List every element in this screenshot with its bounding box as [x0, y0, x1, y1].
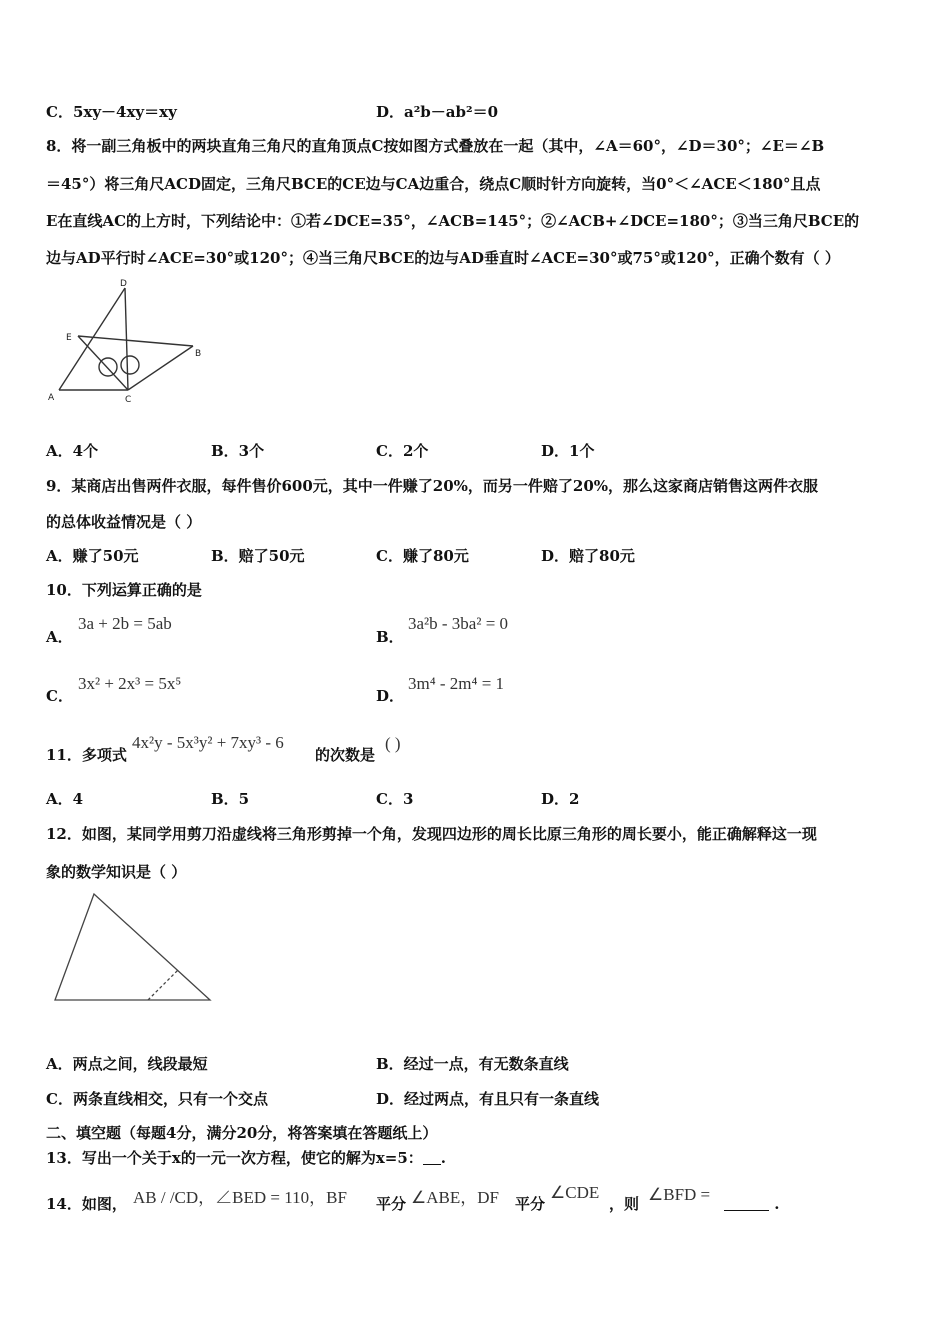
q10-label-c: C．: [46, 687, 73, 705]
q10-expr-a: 3a + 2b = 5ab: [78, 614, 172, 633]
q9-option-b: B．赔了50元: [211, 547, 305, 565]
label-D: D: [120, 279, 127, 289]
q14-condition-3: ∠CDE: [550, 1183, 600, 1202]
edge-EC: [78, 336, 128, 390]
q10-expr-d: 3m⁴ - 2m⁴ = 1: [408, 674, 505, 693]
q14-word-bisect-2: 平分: [515, 1195, 546, 1213]
q12-triangle-figure: [50, 888, 220, 1008]
q13: 13．写出一个关于x的一元一次方程，使它的解为x=5： .: [46, 1149, 447, 1167]
q12-option-b: B．经过一点，有无数条直线: [376, 1055, 569, 1073]
q8-stem-line4: 边与AD平行时∠ACE=30°或120°；④当三角尺BCE的边与AD垂直时∠ACE=30°或75°或120°，正确个数有（ ）: [46, 249, 840, 267]
q14-ask: ∠BFD =: [648, 1185, 711, 1204]
label-C: C: [125, 395, 132, 405]
q8-option-d: D．1个: [541, 442, 595, 460]
q12-option-d: D．经过两点，有且只有一条直线: [376, 1090, 600, 1108]
q9-stem-line1: 9．某商店出售两件衣服，每件售价600元，其中一件赚了20%，而另一件赔了20%，那么这家商店销售这两件衣服: [46, 477, 819, 495]
q11-suffix: 的次数是: [315, 746, 376, 764]
q8-triangle-figure: [44, 276, 214, 410]
q12-stem-line1: 12．如图，某同学用剪刀沿虚线将三角形剪掉一个角，发现四边形的周长比原三角形的周长要小，能正确解释这一现: [46, 825, 817, 843]
q14-then: ，则: [609, 1195, 640, 1213]
q10-stem: 10．下列运算正确的是: [46, 581, 202, 599]
q10-expr-b: 3a²b - 3ba² = 0: [408, 614, 509, 633]
q11-option-b: B．5: [211, 790, 250, 808]
q10-label-b: B．: [376, 628, 404, 646]
edge-DC: [125, 288, 128, 390]
q8-stem-line2: ＝45°）将三角尺ACD固定，三角尺BCE的CE边与CA边重合，绕点C顺时针方向旋转，当0°＜∠ACE＜180°且点: [46, 175, 821, 193]
q14-answer-blank: [724, 1196, 769, 1211]
q9-option-a: A．赚了50元: [46, 547, 139, 565]
q8-stem-line3: E在直线AC的上方时，下列结论中：①若∠DCE=35°，∠ACB=145°；②∠ACB+∠DCE=180°；③当三角尺BCE的: [46, 212, 860, 230]
q12-option-a: A．两点之间，线段最短: [46, 1055, 208, 1073]
q9-option-d: D．赔了80元: [541, 547, 635, 565]
q8-option-b: B．3个: [211, 442, 265, 460]
q14-answer: .: [724, 1194, 779, 1214]
q14-prefix: 14．如图，: [46, 1195, 127, 1213]
q9-stem-line2: 的总体收益情况是（ ）: [46, 513, 202, 531]
q11-prefix: 11．多项式: [46, 746, 127, 764]
q10-label-d: D．: [376, 687, 405, 705]
q10-expr-c: 3x² + 2x³ = 5x⁵: [78, 674, 182, 693]
angle-arc-2: [121, 356, 139, 374]
q10-label-a: A．: [46, 628, 73, 646]
q11-polynomial: 4x²y - 5x³y² + 7xy³ - 6: [132, 733, 284, 752]
q8-option-c: C．2个: [376, 442, 429, 460]
q9-option-c: C．赚了80元: [376, 547, 469, 565]
q11-option-d: D．2: [541, 790, 580, 808]
q7-option-d: D．a²b－ab²＝0: [376, 103, 499, 121]
q11-answer-paren: ( ): [385, 734, 401, 753]
section-2-heading: 二、填空题（每题4分，满分20分，将答案填在答题纸上）: [46, 1124, 438, 1142]
label-B: B: [195, 349, 202, 359]
q11-option-c: C．3: [376, 790, 414, 808]
q8-stem-line1: 8．将一副三角板中的两块直角三角尺的直角顶点C按如图方式叠放在一起（其中，∠A＝60°，∠D＝30°；∠E＝∠B: [46, 137, 825, 155]
q8-option-a: A．4个: [46, 442, 99, 460]
label-A: A: [48, 393, 55, 403]
triangle-outline: [55, 894, 210, 1000]
cut-line-dashed: [148, 970, 178, 1000]
edge-EB: [78, 336, 193, 346]
q13-answer-blank: [423, 1150, 441, 1165]
angle-arc-1: [99, 358, 117, 376]
q14-word-bisect-1: 平分: [376, 1195, 407, 1213]
q12-stem-line2: 象的数学知识是（ ）: [46, 863, 187, 881]
q14-condition-2: ∠ABE，DF: [411, 1188, 499, 1207]
q11-option-a: A．4: [46, 790, 84, 808]
label-E: E: [66, 333, 72, 343]
q14-condition-1: AB / /CD，∠BED = 110，BF: [133, 1188, 347, 1207]
q12-option-c: C．两条直线相交，只有一个交点: [46, 1090, 268, 1108]
q7-option-c: C．5xy－4xy＝xy: [46, 103, 177, 121]
